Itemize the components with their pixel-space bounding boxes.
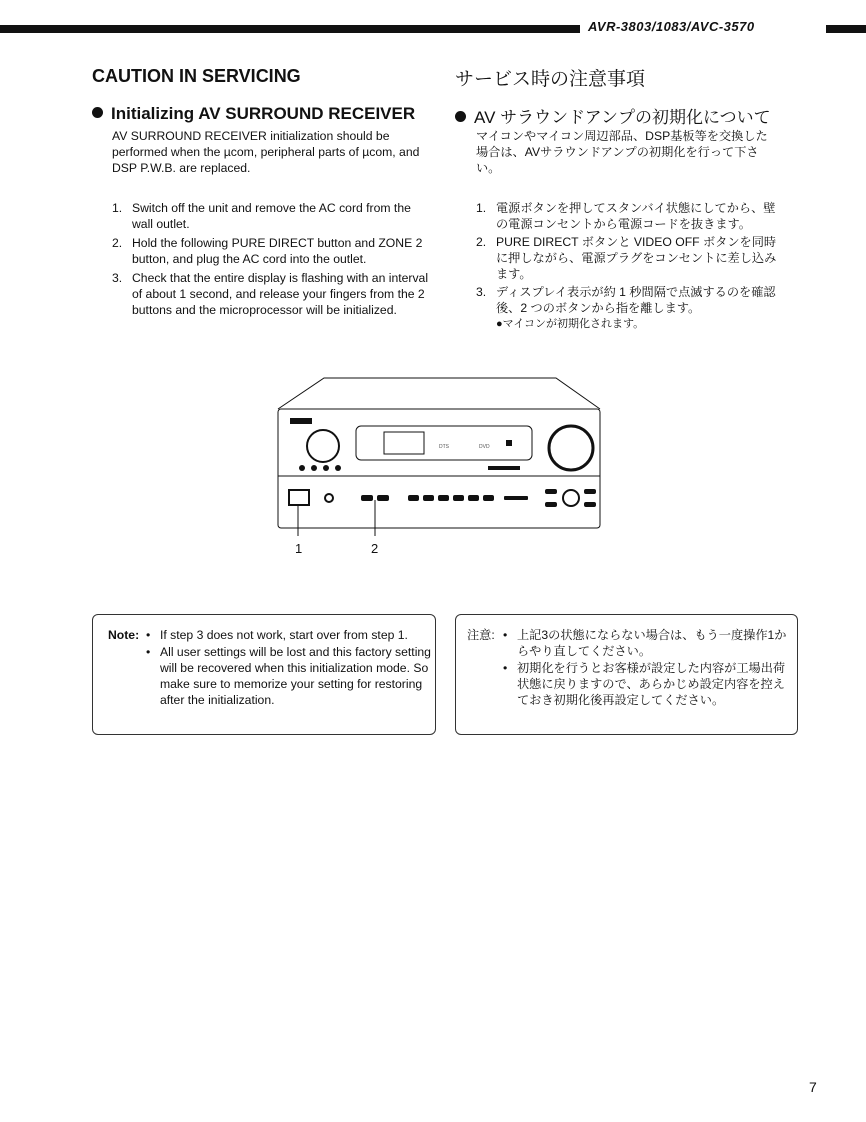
display-dts-text: DTS: [439, 444, 449, 450]
surround-indicator: [488, 466, 520, 470]
header-rule-right: [826, 25, 866, 33]
step-number: 1.: [112, 201, 123, 215]
step-text: Hold the following PURE DIRECT button and ZONE 2 button, and plug the AC cord into the outlet.: [132, 236, 423, 266]
page-title-en: CAUTION IN SERVICING: [92, 66, 301, 86]
section-heading-ja: [455, 103, 771, 128]
multi-jog-dial: [563, 490, 579, 506]
step-number: 2.: [476, 235, 487, 249]
bullet-icon: •: [146, 645, 151, 659]
list-item: [503, 660, 789, 708]
mode-button-5: [468, 495, 479, 501]
display-window: [356, 426, 532, 460]
function-button-left-top: [545, 489, 557, 494]
note-text: 上記3の状態にならない場合は、もう一度操作1からやり直してください。: [517, 628, 787, 658]
brand-badge: [290, 418, 312, 424]
power-button: [289, 490, 309, 505]
note-label-ja: 注意:: [467, 628, 495, 642]
callout-2: 2: [371, 541, 379, 556]
mode-button-3: [438, 495, 449, 501]
mode-button-2: [423, 495, 434, 501]
list-item: [476, 234, 778, 282]
step-number: 1.: [476, 201, 487, 215]
receiver-front-panel-diagram: [274, 376, 604, 556]
note-box-ja: [455, 614, 798, 735]
note-box-en: [92, 614, 436, 735]
source-button-2: [311, 465, 317, 471]
step-text: Switch off the unit and remove the AC cord from the wall outlet.: [132, 201, 411, 231]
bullet-icon: [92, 107, 103, 118]
pure-direct-button: [361, 495, 373, 501]
intro-ja: マイコンやマイコン周辺部品、DSP基板等を交換した場合は、AVサラウンドアンプの初期化を行って下さい。: [476, 129, 768, 175]
section-heading-en: [92, 104, 415, 124]
mode-button-6: [483, 495, 494, 501]
note-list-ja: [503, 627, 789, 709]
step-text: Check that the entire display is flashing with an interval of about 1 second, and release your fingers from the 2 buttons and the microprocessor will be initialized.: [132, 271, 429, 317]
step-text: 電源ボタンを押してスタンバイ状態にしてから、壁の電源コンセントから電源コードを抜きます。: [496, 201, 776, 231]
note-text: 初期化を行うとお客様が設定した内容が工場出荷状態に戻りますので、あらかじめ設定内容を控えておき初期化後再設定してください。: [517, 661, 786, 707]
model-number: AVR-3803/1083/AVC-3570: [588, 19, 755, 34]
display-inner: [384, 432, 424, 454]
list-item: [146, 627, 432, 643]
step-number: 3.: [476, 285, 487, 299]
steps-en: [112, 200, 430, 321]
note-text: All user settings will be lost and this factory setting will be recovered when this initialization mode. So make sure to memorize your setting for restoring after the initialization.: [160, 645, 431, 707]
list-item: [503, 627, 789, 659]
bullet-icon: •: [146, 628, 151, 642]
master-volume-knob: [549, 426, 593, 470]
list-item: [476, 200, 778, 232]
step-note: ●マイコンが初期化されます。: [496, 318, 645, 330]
zone2-button: [377, 495, 389, 501]
receiver-top-outline: [278, 378, 600, 409]
step-text: ディスプレイ表示が約 1 秒間隔で点滅するのを確認後、2 つのボタンから指を離します。: [496, 285, 776, 315]
source-button-4: [335, 465, 341, 471]
bullet-icon: •: [503, 628, 508, 642]
source-button-1: [299, 465, 305, 471]
note-text: If step 3 does not work, start over from step 1.: [160, 628, 408, 642]
mode-button-4: [453, 495, 464, 501]
bullet-icon: [455, 111, 466, 122]
section-heading-en-text: Initializing AV SURROUND RECEIVER: [111, 104, 416, 123]
bullet-icon: •: [503, 661, 508, 675]
steps-ja: [476, 200, 778, 334]
display-indicator: [506, 440, 512, 446]
step-number: 3.: [112, 271, 123, 285]
bass-treble-button: [504, 496, 528, 500]
input-selector-knob: [307, 430, 339, 462]
section-heading-ja-text: AV サラウンドアンプの初期化について: [474, 108, 771, 127]
function-button-right-bottom: [584, 502, 596, 507]
list-item: [112, 270, 430, 318]
page-title-ja: サービス時の注意事項: [455, 69, 646, 90]
page-number: 7: [809, 1079, 817, 1095]
callout-1: 1: [295, 541, 303, 556]
note-label-en: Note:: [108, 628, 140, 642]
display-dvd-text: DVD: [479, 444, 490, 450]
intro-en: AV SURROUND RECEIVER initialization should be performed when the µcom, peripheral parts of µcom, and DSP P.W.B. are replaced.: [112, 129, 420, 175]
step-text: PURE DIRECT ボタンと VIDEO OFF ボタンを同時に押しながら、電源プラグをコンセントに差し込みます。: [496, 235, 777, 281]
phones-jack: [325, 494, 333, 502]
list-item: [112, 200, 430, 232]
list-item: [112, 235, 430, 267]
step-number: 2.: [112, 236, 123, 250]
function-button-left-bottom: [545, 502, 557, 507]
list-item: [146, 644, 432, 708]
list-item: [476, 284, 778, 332]
note-list-en: [146, 627, 432, 709]
mode-button-1: [408, 495, 419, 501]
source-button-3: [323, 465, 329, 471]
header-rule-left: [0, 25, 580, 33]
function-button-right-top: [584, 489, 596, 494]
